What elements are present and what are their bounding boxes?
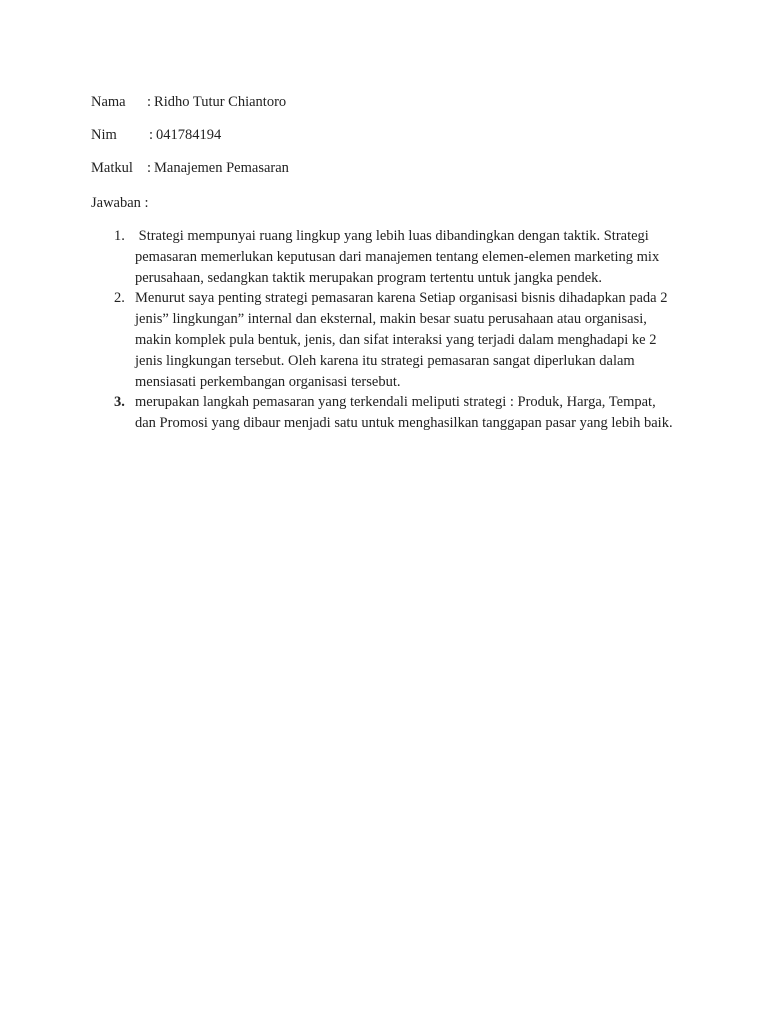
course-label: Matkul (91, 160, 133, 176)
answer-number: 1. (114, 228, 125, 244)
answer-item-2 (91, 288, 691, 392)
nim-field (91, 125, 221, 145)
answer-text: merupakan langkah pemasaran yang terkendali meliputi strategi : Produk, Harga, Tempat, dan Promosi yang dibaur menjadi satu untuk menghasilkan tanggapan pasar yang lebih baik. (135, 394, 673, 432)
answer-number: 2. (114, 290, 125, 307)
course-field (91, 158, 289, 178)
answer-item-1 (91, 226, 691, 288)
answer-item-3 (91, 392, 691, 434)
nim-label: Nim (91, 127, 117, 143)
nim-separator: : (149, 127, 154, 143)
answer-number: 3. (114, 394, 125, 411)
course-value: Manajemen Pemasaran (154, 160, 289, 176)
answers-list (91, 226, 691, 434)
course-separator: : (147, 160, 152, 176)
name-value: Ridho Tutur Chiantoro (154, 94, 287, 110)
name-label: Nama (91, 94, 126, 110)
name-field (91, 92, 286, 112)
name-separator: : (147, 94, 152, 110)
answer-text: Menurut saya penting strategi pemasaran karena Setiap organisasi bisnis dihadapkan pada 2 jenis” lingkungan” internal dan eksternal, makin besar suatu perusahaan atau organisasi, makin komplek pula bentuk, jenis, dan sifat interaksi yang terjadi dalam menghadapi ke 2 jenis lingkungan tersebut. Oleh karena itu strategi pemasaran sangat diperlukan dalam mensiasati perkembangan organisasi tersebut. (135, 290, 668, 390)
answer-text: Strategi mempunyai ruang lingkup yang lebih luas dibandingkan dengan taktik. Strategi pemasaran memerlukan keputusan dari manajemen tentang elemen-elemen marketing mix perusahaan, sedangkan taktik merupakan program tertentu untuk jangka pendek. (135, 228, 663, 286)
answers-heading: Jawaban : (91, 195, 149, 211)
nim-value: 041784194 (156, 127, 222, 143)
